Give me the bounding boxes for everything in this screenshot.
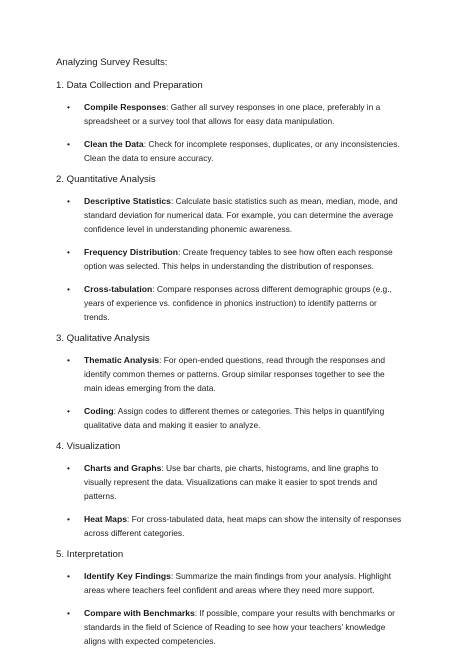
bullet-icon: • bbox=[67, 463, 70, 473]
item-text: : For cross-tabulated data, heat maps can show the intensity of responses across different categories. bbox=[84, 514, 402, 538]
item-term: Charts and Graphs bbox=[84, 463, 162, 473]
item-text: : For open-ended questions, read through the responses and identify common themes or patterns. Group similar responses together to see the main ideas emerging from the data. bbox=[84, 355, 385, 393]
item-text: : Summarize the main findings from your analysis. Highlight areas where teachers feel confident and areas where they need more support. bbox=[84, 571, 392, 595]
list-item bbox=[56, 461, 404, 503]
item-term: Clean the Data bbox=[84, 139, 144, 149]
bullet-icon: • bbox=[67, 571, 70, 581]
item-term: Compile Responses bbox=[84, 102, 167, 112]
item-term: Identify Key Findings bbox=[84, 571, 171, 581]
item-term: Thematic Analysis bbox=[84, 355, 160, 365]
item-text: : Assign codes to different themes or categories. This helps in quantifying qualitative data and making it easier to analyze. bbox=[84, 406, 385, 430]
bullet-icon: • bbox=[67, 355, 70, 365]
item-text: : Create frequency tables to see how often each response option was selected. This helps in understanding the distribution of responses. bbox=[84, 247, 393, 271]
list-item bbox=[56, 100, 404, 128]
section-heading-data-collection: 1. Data Collection and Preparation bbox=[56, 80, 203, 91]
item-term: Coding bbox=[84, 406, 114, 416]
item-text: : If possible, compare your results with benchmarks or standards in the field of Science of Reading to see how your teachers’ knowledge aligns with expected competencies. bbox=[84, 608, 395, 646]
list-item bbox=[56, 606, 404, 648]
section-heading-qualitative: 3. Qualitative Analysis bbox=[56, 333, 150, 344]
item-text: : Compare responses across different demographic groups (e.g., years of experience vs. confidence in phonics instruction) to identify patterns or trends. bbox=[84, 284, 392, 322]
list-item bbox=[56, 194, 404, 236]
section-list-qualitative bbox=[56, 353, 404, 432]
section-heading-interpretation: 5. Interpretation bbox=[56, 549, 124, 560]
bullet-icon: • bbox=[67, 102, 70, 112]
section-heading-visualization: 4. Visualization bbox=[56, 441, 121, 452]
item-text: : Calculate basic statistics such as mean, median, mode, and standard deviation for numerical data. For example, you can determine the average confidence level in understanding phonemic awareness. bbox=[84, 196, 398, 234]
list-item bbox=[56, 137, 404, 165]
item-term: Cross-tabulation bbox=[84, 284, 153, 294]
document-title: Analyzing Survey Results: bbox=[56, 57, 168, 68]
section-list-interpretation bbox=[56, 569, 404, 648]
bullet-icon: • bbox=[67, 139, 70, 149]
section-heading-quantitative: 2. Quantitative Analysis bbox=[56, 174, 156, 185]
bullet-icon: • bbox=[67, 608, 70, 618]
list-item bbox=[56, 245, 404, 273]
list-item bbox=[56, 282, 404, 324]
bullet-icon: • bbox=[67, 247, 70, 257]
list-item bbox=[56, 512, 404, 540]
item-term: Frequency Distribution bbox=[84, 247, 179, 257]
list-item bbox=[56, 353, 404, 395]
section-list-data-collection bbox=[56, 100, 404, 165]
item-term: Descriptive Statistics bbox=[84, 196, 171, 206]
list-item bbox=[56, 404, 404, 432]
item-term: Heat Maps bbox=[84, 514, 127, 524]
list-item bbox=[56, 569, 404, 597]
bullet-icon: • bbox=[67, 196, 70, 206]
bullet-icon: • bbox=[67, 284, 70, 294]
item-text: : Use bar charts, pie charts, histograms, and line graphs to visually represent the data. Visualizations can make it easier to spot trends and patterns. bbox=[84, 463, 379, 501]
item-term: Compare with Benchmarks bbox=[84, 608, 195, 618]
item-text: : Check for incomplete responses, duplicates, or any inconsistencies. Clean the data to ensure accuracy. bbox=[84, 139, 400, 163]
section-list-quantitative bbox=[56, 194, 404, 324]
bullet-icon: • bbox=[67, 514, 70, 524]
section-list-visualization bbox=[56, 461, 404, 540]
bullet-icon: • bbox=[67, 406, 70, 416]
item-text: : Gather all survey responses in one place, preferably in a spreadsheet or a survey tool that allows for easy data manipulation. bbox=[84, 102, 381, 126]
